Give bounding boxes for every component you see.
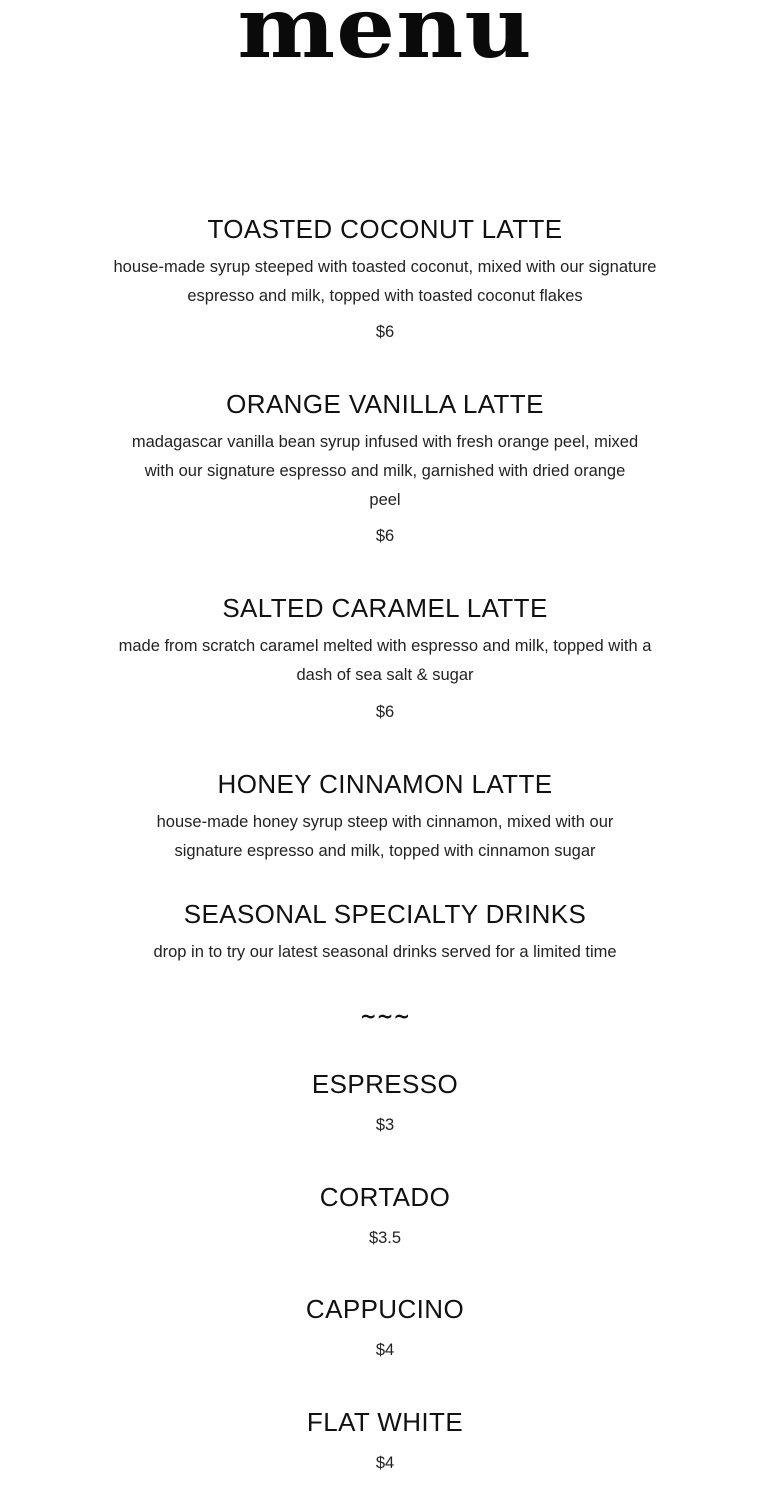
- item-description: madagascar vanilla bean syrup infused with fresh orange peel, mixed with our signature espresso and milk, garnished with dried orange peel: [131, 433, 639, 509]
- item-name: TOASTED COCONUT LATTE: [207, 214, 563, 244]
- item-name: ESPRESSO: [311, 1069, 459, 1099]
- item-description: house-made honey syrup steep with cinnamon, mixed with our signature espresso and milk, topped with cinnamon sugar: [156, 813, 614, 860]
- item-price: $4: [375, 1341, 395, 1359]
- item-description: house-made syrup steeped with toasted coconut, mixed with our signature espresso and milk, topped with toasted coconut flakes: [113, 258, 657, 305]
- item-price: $6: [375, 703, 395, 721]
- item-name: ORANGE VANILLA LATTE: [226, 389, 544, 419]
- item-name: SALTED CARAMEL LATTE: [222, 593, 548, 623]
- menu-item-salted-caramel-latte: [100, 593, 670, 721]
- menu-item-seasonal-specialty-drinks: [100, 899, 670, 967]
- item-name: HONEY CINNAMON LATTE: [217, 769, 553, 799]
- menu-item-espresso: [100, 1069, 670, 1134]
- item-price: $3.5: [368, 1229, 402, 1247]
- item-description: drop in to try our latest seasonal drinks served for a limited time: [153, 943, 617, 961]
- item-price: $6: [375, 323, 395, 341]
- item-description: made from scratch caramel melted with espresso and milk, topped with a dash of sea salt & sugar: [118, 637, 652, 684]
- menu-item-cappucino: [100, 1294, 670, 1359]
- item-price: $3: [375, 1116, 395, 1134]
- item-name: SEASONAL SPECIALTY DRINKS: [183, 899, 587, 929]
- item-name: CAPPUCINO: [305, 1294, 465, 1324]
- item-name: FLAT WHITE: [306, 1407, 464, 1437]
- menu-item-orange-vanilla-latte: [100, 389, 670, 545]
- menu-item-flat-white: [100, 1407, 670, 1472]
- menu-item-honey-cinnamon-latte: [100, 769, 670, 866]
- menu-item-toasted-coconut-latte: [100, 214, 670, 341]
- page-title: menu: [237, 0, 533, 77]
- item-name: CORTADO: [319, 1182, 451, 1212]
- item-price: $6: [375, 527, 395, 545]
- divider: ~~~: [359, 1004, 411, 1028]
- menu-item-cortado: [100, 1182, 670, 1247]
- item-price: $4: [375, 1454, 395, 1472]
